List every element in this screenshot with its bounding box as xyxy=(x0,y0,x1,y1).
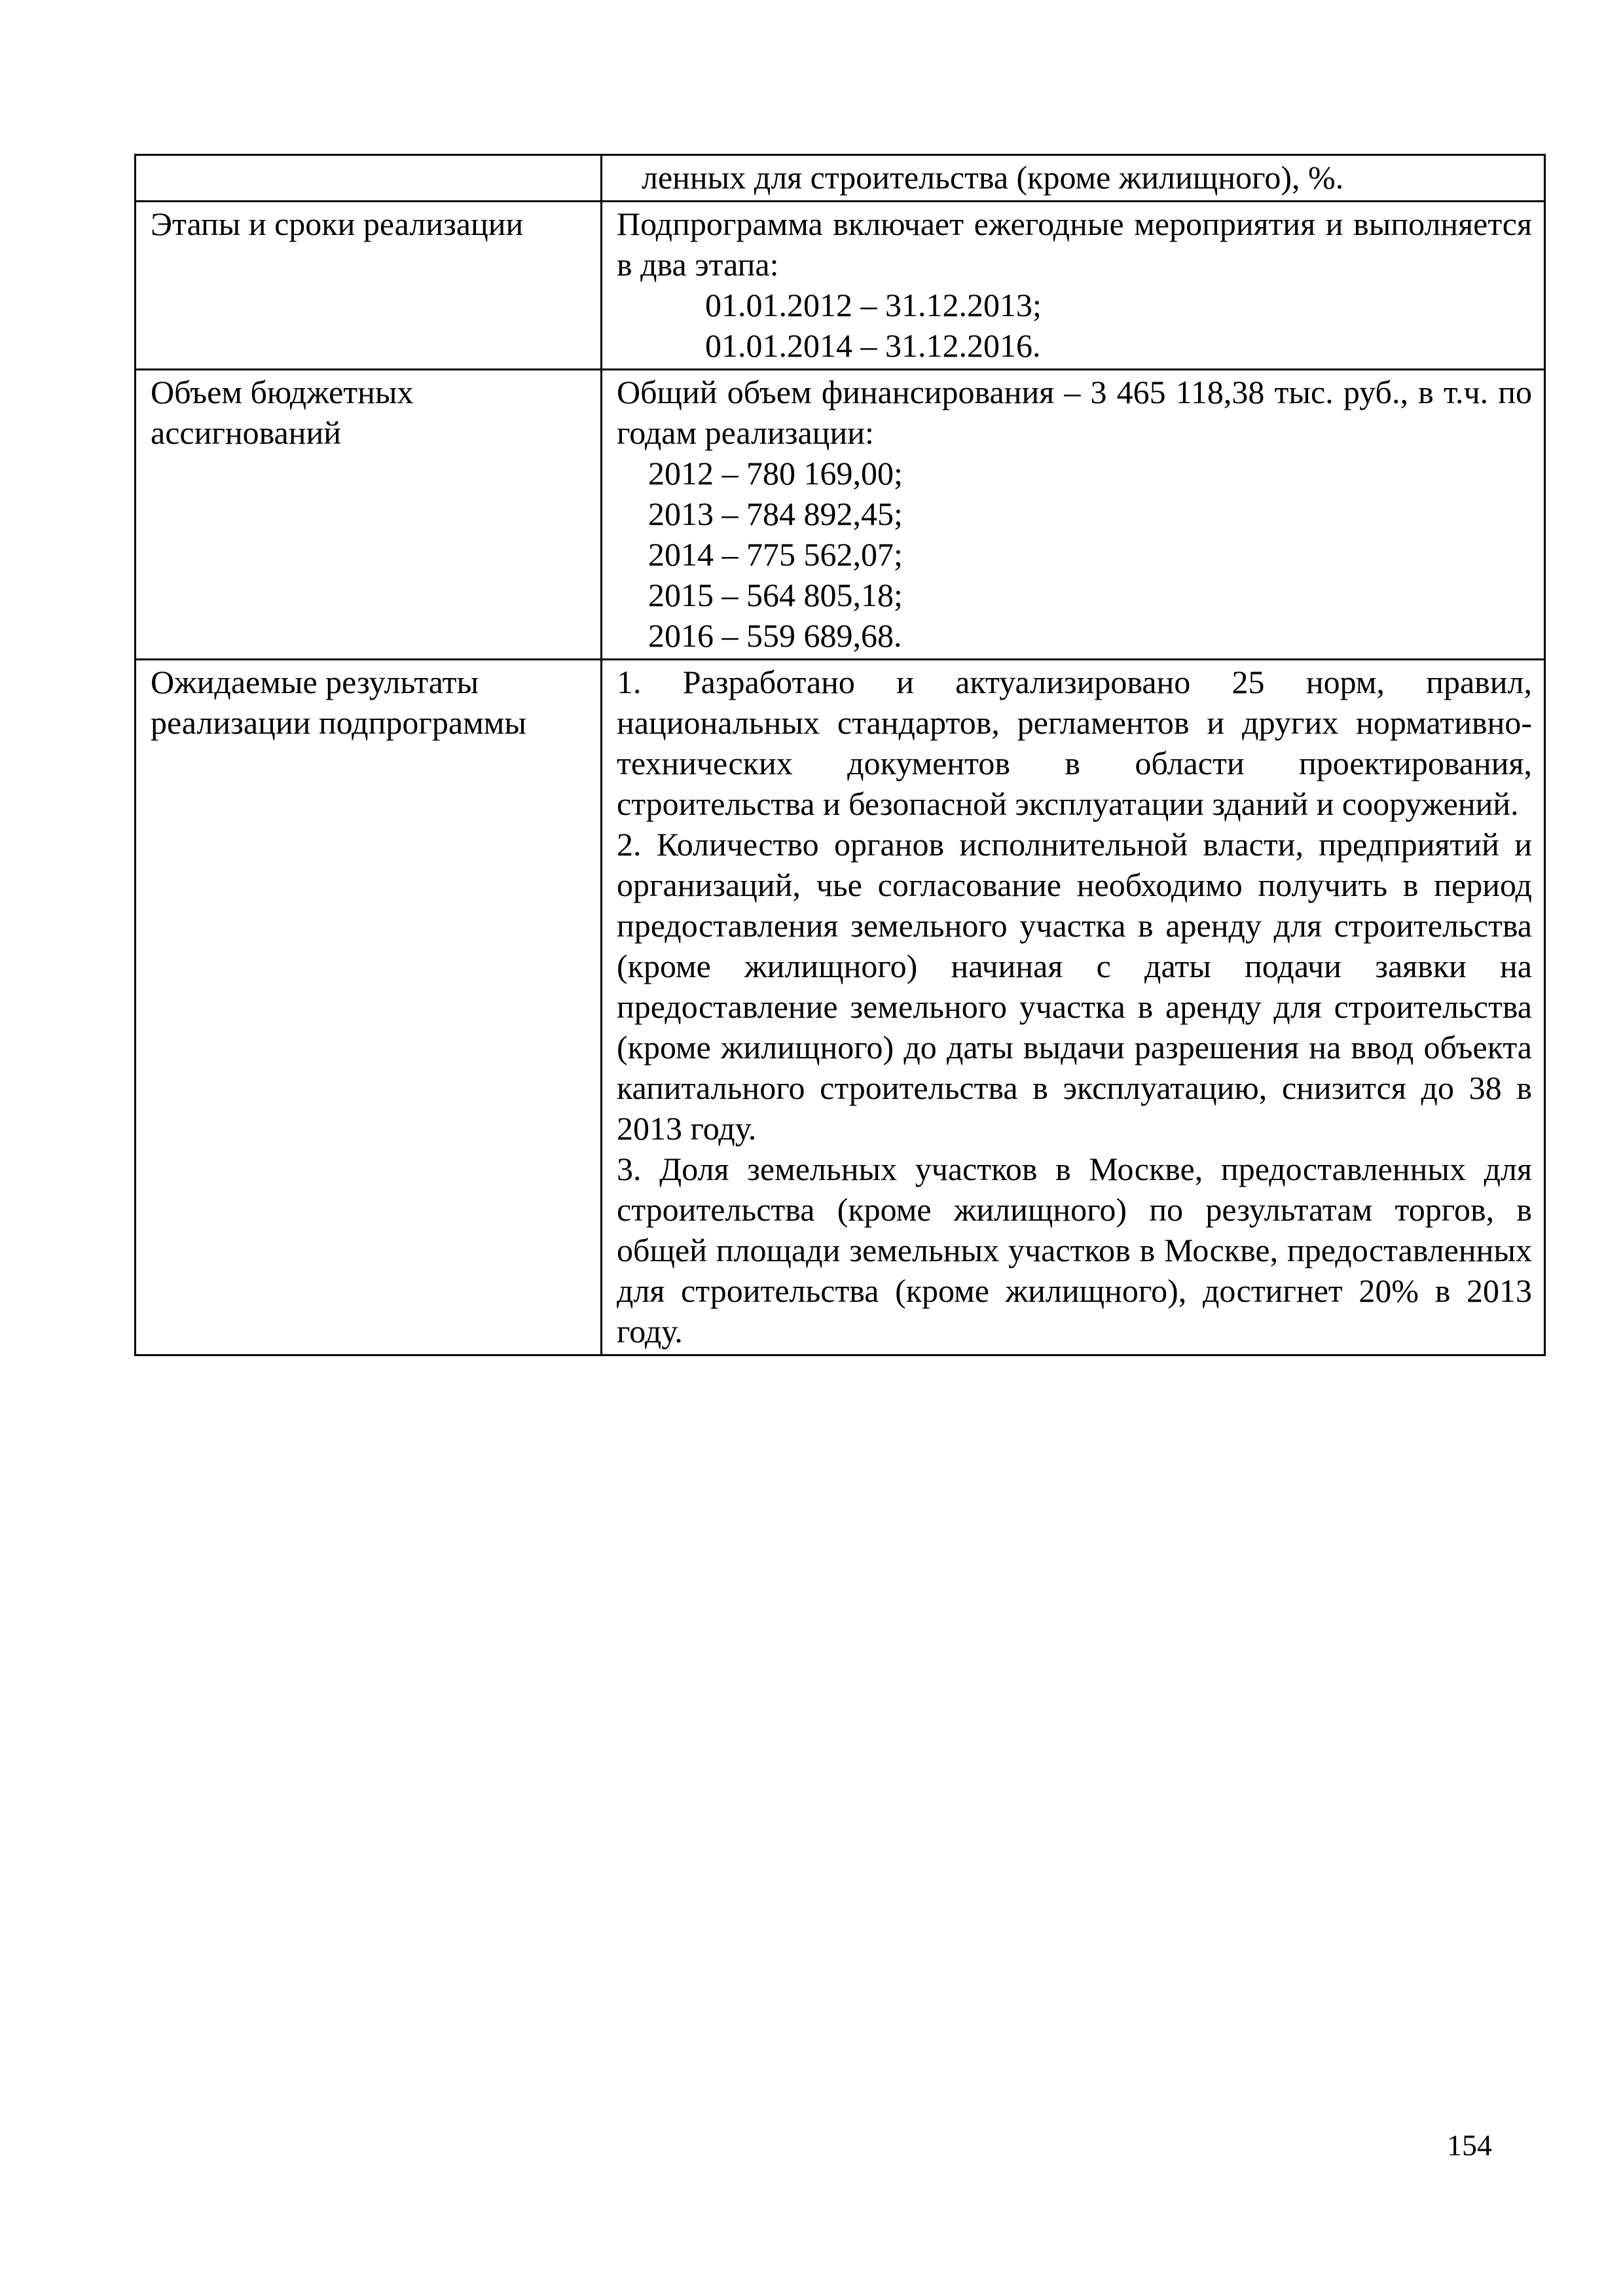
table-row xyxy=(136,155,1545,202)
row-label: Ожидаемые результаты реализации подпрограммы xyxy=(136,660,602,1355)
funding-year: 2014 – 775 562,07; xyxy=(648,536,903,573)
funding-year: 2013 – 784 892,45; xyxy=(648,495,903,532)
result-item: 3. Доля земельных участков в Москве, предоставленных для строительства (кроме жилищного) по результатам торгов, в общей площади земельных участков в Москве, предоставленных для строительства (кроме жилищного), достигнет 20% в 2013 году. xyxy=(617,1151,1532,1350)
row-value xyxy=(602,202,1545,370)
funding-year: 2012 – 780 169,00; xyxy=(648,455,903,492)
table-row xyxy=(136,370,1545,660)
stage-date: 01.01.2014 – 31.12.2016. xyxy=(705,327,1041,364)
row-label xyxy=(136,155,602,202)
row-value xyxy=(602,155,1545,202)
table-row xyxy=(136,202,1545,370)
result-item: 2. Количество органов исполнительной власти, предприятий и организаций, чье согласование необходимо получить в период предоставления земельного участка в аренду для строительства (кроме жилищного) начиная с даты подачи заявки на предоставление земельного участка в аренду для строительства (кроме жилищного) до даты выдачи разрешения на ввод объекта капитального строительства в эксплуатацию, снизится до 38 в 2013 году. xyxy=(617,826,1532,1147)
page-number: 154 xyxy=(1447,2128,1492,2162)
funding-intro: Общий объем финансирования – 3 465 118,38 тыс. руб., в т.ч. по годам реализации: xyxy=(617,374,1532,451)
passport-table xyxy=(134,154,1546,1356)
result-item: 1. Разработано и актуализировано 25 норм, правил, национальных стандартов, регламентов и других нормативно-технических документов в области проектирования, строительства и безопасной эксплуатации зданий и сооружений. xyxy=(617,664,1532,822)
stage-date: 01.01.2012 – 31.12.2013; xyxy=(705,287,1042,323)
continued-text: ленных для строительства (кроме жилищного), %. xyxy=(642,159,1344,196)
row-label: Этапы и сроки реализации xyxy=(136,202,602,370)
row-label: Объем бюджетных ассигнований xyxy=(136,370,602,660)
row-value xyxy=(602,660,1545,1355)
row-value xyxy=(602,370,1545,660)
funding-year: 2016 – 559 689,68. xyxy=(648,617,902,654)
table-row xyxy=(136,660,1545,1355)
funding-year: 2015 – 564 805,18; xyxy=(648,577,903,613)
stages-intro: Подпрограмма включает ежегодные мероприятия и выполняется в два этапа: xyxy=(617,206,1532,283)
